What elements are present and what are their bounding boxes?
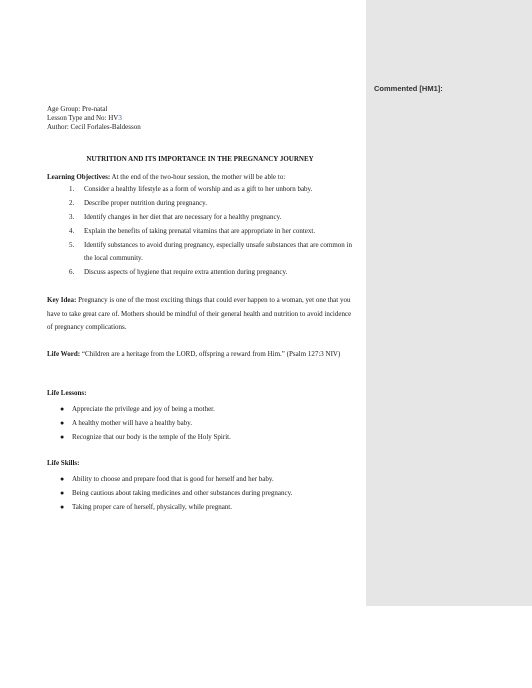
comment-title: Commented [HM1]: [374, 84, 443, 93]
life-lessons-heading [47, 389, 86, 398]
objective-text: Discuss aspects of hygiene that require extra attention during pregnancy. [84, 268, 288, 276]
lesson-number[interactable]: 3 [118, 114, 122, 122]
bullet-icon: ● [60, 475, 65, 483]
life-word-paragraph [47, 347, 357, 361]
bullet-icon: ● [60, 419, 65, 427]
list-item-text: Taking proper care of herself, physically, while pregnant. [72, 503, 232, 511]
life-skills-heading [47, 459, 79, 468]
list-item-text: Being cautious about taking medicines and other substances during pregnancy. [72, 489, 293, 497]
objectives-intro: At the end of the two-hour session, the mother will be able to: [110, 173, 286, 181]
bullet-icon: ● [60, 489, 65, 497]
document-title: NUTRITION AND ITS IMPORTANCE IN THE PREGNANCY JOURNEY [86, 155, 314, 163]
lesson-type-text: Lesson Type and No: HV [47, 114, 119, 122]
age-group-line: Age Group: Pre-natal [47, 105, 108, 113]
objective-number: 4. [69, 227, 75, 235]
life-lessons-label: Life Lessons: [47, 389, 87, 397]
key-idea-text: Pregnancy is one of the most exciting things that could ever happen to a woman, yet one that you have to take great care of. Mothers should be mindful of their general health and nutrition to avoid incidence of pregnancy complications. [47, 296, 352, 331]
bullet-icon: ● [60, 503, 65, 511]
objective-number: 6. [69, 268, 75, 276]
key-idea-paragraph [47, 294, 357, 335]
objective-number: 5. [69, 241, 75, 249]
objectives-heading [47, 173, 285, 182]
objective-text: Identify changes in her diet that are necessary for a healthy pregnancy. [84, 213, 282, 221]
list-item-text: A healthy mother will have a healthy baby. [72, 419, 193, 427]
list-item-text: Appreciate the privilege and joy of being a mother. [72, 405, 215, 413]
objectives-label: Learning Objectives: [47, 173, 111, 181]
list-item-text: Ability to choose and prepare food that is good for herself and her baby. [72, 475, 274, 483]
bullet-icon: ● [60, 405, 65, 413]
objective-number: 3. [69, 213, 75, 221]
key-idea-label: Key Idea: [47, 296, 77, 304]
life-skills-label: Life Skills: [47, 459, 80, 467]
objective-number: 1. [69, 185, 75, 193]
lesson-type-line [47, 114, 122, 123]
objective-text: Identify substances to avoid during pregnancy, especially unsafe substances that are common in the local community. [84, 241, 352, 262]
author-line: Author: Cecil Forlales-Baldesson [47, 123, 141, 131]
objective-text: Describe proper nutrition during pregnancy. [84, 199, 207, 207]
life-word-label: Life Word: [47, 350, 81, 358]
objective-text: Consider a healthy lifestyle as a form of worship and as a gift to her unborn baby. [84, 185, 313, 193]
list-item-text: Recognize that our body is the temple of the Holy Spirit. [72, 433, 231, 441]
bullet-icon: ● [60, 433, 65, 441]
objective-text: Explain the benefits of taking prenatal vitamins that are appropriate in her context. [84, 227, 316, 235]
life-word-text: “Children are a heritage from the LORD, offspring a reward from Him.” (Psalm 127:3 NIV) [80, 350, 341, 358]
objective-number: 2. [69, 199, 75, 207]
